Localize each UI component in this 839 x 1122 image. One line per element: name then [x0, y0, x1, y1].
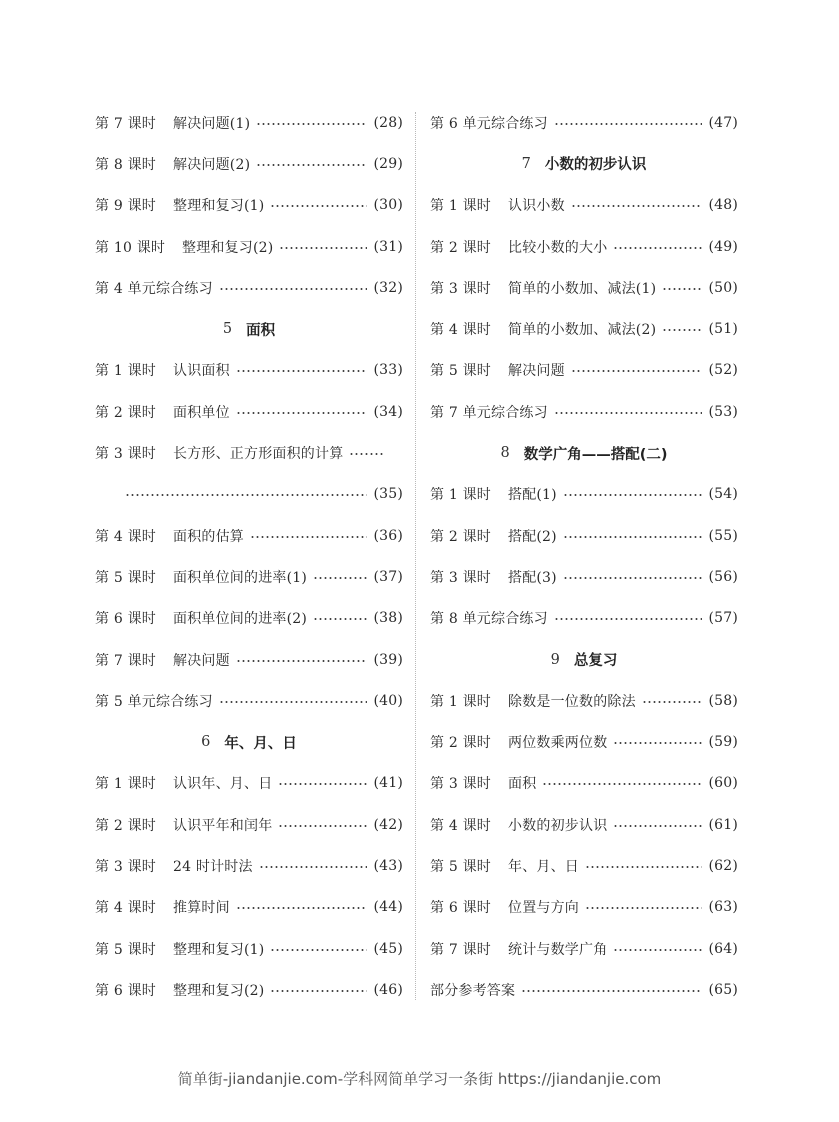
toc-entry[interactable]: [95, 763, 403, 804]
page-number: (44): [373, 899, 403, 916]
unit-number: 9: [550, 651, 560, 668]
lesson-label: 第 7 课时: [95, 652, 157, 669]
dot-leader: [219, 288, 368, 290]
page-number: (40): [373, 692, 403, 709]
toc-entry[interactable]: [430, 267, 738, 308]
entry-title: 第 4 单元综合练习: [95, 280, 213, 297]
dot-leader: [563, 494, 703, 496]
toc-entry[interactable]: [430, 474, 738, 515]
page-number: (58): [708, 692, 738, 709]
dot-leader: [613, 949, 702, 951]
dot-leader: [270, 949, 367, 951]
lesson-label: 第 5 课时: [430, 858, 492, 875]
dot-leader: [613, 825, 702, 827]
dot-leader: [613, 247, 702, 249]
page-number: (43): [373, 857, 403, 874]
unit-heading: [430, 143, 738, 184]
lesson-label: 第 5 课时: [430, 363, 492, 380]
toc-entry[interactable]: [95, 887, 403, 928]
toc-entry[interactable]: [95, 928, 403, 969]
toc-right-column: [430, 102, 738, 1011]
column-divider: [415, 112, 416, 1000]
entry-title: 解决问题: [173, 652, 230, 669]
toc-entry[interactable]: [430, 391, 738, 432]
entry-title: 解决问题(2): [173, 156, 251, 173]
toc-entry[interactable]: [95, 680, 403, 721]
page-number: (62): [708, 857, 738, 874]
page-number: (28): [373, 114, 403, 131]
entry-title: 简单的小数加、减法(1): [508, 280, 657, 297]
dot-leader: [125, 494, 367, 496]
dot-leader: [613, 742, 702, 744]
toc-left-column: [95, 102, 403, 1011]
lesson-label: 第 3 课时: [430, 776, 492, 793]
entry-title: 整理和复习(1): [173, 198, 265, 215]
lesson-label: 第 5 课时: [95, 941, 157, 958]
toc-entry[interactable]: [95, 804, 403, 845]
toc-entry[interactable]: [430, 556, 738, 597]
lesson-label: 第 1 课时: [95, 776, 157, 793]
toc-entry[interactable]: [430, 102, 738, 143]
dot-leader: [349, 453, 383, 455]
toc-entry[interactable]: [430, 887, 738, 928]
dot-leader: [542, 783, 702, 785]
toc-entry[interactable]: [430, 845, 738, 886]
lesson-label: 第 7 课时: [95, 115, 157, 132]
entry-title: 认识年、月、日: [173, 776, 273, 793]
dot-leader: [256, 123, 367, 125]
dot-leader: [270, 990, 367, 992]
entry-title: 面积单位间的进率(1): [173, 569, 308, 586]
dot-leader: [236, 660, 368, 662]
page-number: (65): [708, 981, 738, 998]
toc-entry[interactable]: [95, 969, 403, 1010]
entry-title: 第 5 单元综合练习: [95, 693, 213, 710]
dot-leader: [585, 907, 702, 909]
entry-title: 整理和复习(2): [173, 982, 265, 999]
toc-entry[interactable]: [430, 721, 738, 762]
entry-title: 两位数乘两位数: [508, 735, 608, 752]
unit-title: 总复习: [573, 653, 618, 669]
page-number: (29): [373, 155, 403, 172]
lesson-label: 第 6 课时: [430, 900, 492, 917]
page-number: (33): [373, 362, 403, 379]
unit-heading: [95, 721, 403, 762]
lesson-label: 第 4 课时: [95, 900, 157, 917]
page-number: (48): [708, 197, 738, 214]
dot-leader: [250, 536, 367, 538]
page-number: (41): [373, 775, 403, 792]
lesson-label: 第 6 课时: [95, 611, 157, 628]
page-number: (53): [708, 403, 738, 420]
page-number: (34): [373, 403, 403, 420]
entry-title: 第 7 单元综合练习: [430, 404, 548, 421]
toc-entry[interactable]: [95, 391, 403, 432]
dot-leader: [642, 701, 703, 703]
lesson-label: 第 4 课时: [95, 528, 157, 545]
toc-entry[interactable]: [430, 350, 738, 391]
toc-entry[interactable]: [430, 598, 738, 639]
footer-watermark: 简单街-jiandanjie.com-学科网简单学习一条街 https://jiandanjie.com: [177, 1070, 662, 1088]
dot-leader: [219, 701, 368, 703]
entry-title: 第 6 单元综合练习: [430, 115, 548, 132]
dot-leader: [554, 412, 703, 414]
entry-title: 搭配(3): [508, 569, 557, 586]
entry-title: 面积单位间的进率(2): [173, 611, 308, 628]
lesson-label: 第 2 课时: [95, 817, 157, 834]
entry-title: 小数的初步认识: [508, 817, 608, 834]
toc-entry[interactable]: [95, 267, 403, 308]
dot-leader: [313, 577, 367, 579]
entry-title: 24 时计时法: [173, 858, 253, 875]
entry-title: 比较小数的大小: [508, 239, 608, 256]
page-number: (36): [373, 527, 403, 544]
lesson-label: 第 3 课时: [95, 858, 157, 875]
lesson-label: 第 4 课时: [430, 322, 492, 339]
dot-leader: [236, 412, 368, 414]
unit-title: 面积: [246, 322, 276, 339]
page-number: (56): [708, 568, 738, 585]
toc-entry[interactable]: [430, 185, 738, 226]
lesson-label: 第 2 课时: [430, 528, 492, 545]
dot-leader: [270, 205, 367, 207]
entry-title: 搭配(2): [508, 528, 557, 545]
page-number: (60): [708, 775, 738, 792]
entry-title: 搭配(1): [508, 487, 557, 504]
page-number: (39): [373, 651, 403, 668]
lesson-label: 第 1 课时: [95, 363, 157, 380]
page-number: (55): [708, 527, 738, 544]
lesson-label: 第 10 课时: [95, 239, 166, 256]
toc-entry[interactable]: [430, 763, 738, 804]
page-number: (35): [373, 486, 403, 503]
unit-heading: [95, 308, 403, 349]
dot-leader: [571, 205, 703, 207]
page-number: (61): [708, 816, 738, 833]
entry-title: 认识小数: [508, 198, 565, 215]
page-number: (37): [373, 568, 403, 585]
dot-leader: [662, 329, 702, 331]
entry-title: 部分参考答案: [430, 982, 516, 999]
unit-number: 6: [201, 734, 211, 751]
entry-title: 认识平年和闰年: [173, 817, 273, 834]
unit-title: 小数的初步认识: [544, 157, 647, 174]
toc-entry[interactable]: [430, 515, 738, 556]
lesson-label: 第 9 课时: [95, 198, 157, 215]
lesson-label: 第 6 课时: [95, 982, 157, 999]
toc-entry[interactable]: [430, 680, 738, 721]
toc-entry[interactable]: [95, 639, 403, 680]
toc-entry[interactable]: [430, 969, 738, 1010]
lesson-label: 第 7 课时: [430, 941, 492, 958]
toc-entry-continuation[interactable]: [95, 474, 403, 515]
unit-number: 5: [222, 321, 233, 338]
dot-leader: [563, 577, 703, 579]
page-number: (63): [708, 899, 738, 916]
lesson-label: 第 1 课时: [430, 487, 492, 504]
entry-title: 统计与数学广角: [508, 941, 608, 958]
entry-title: 年、月、日: [508, 858, 579, 875]
dot-leader: [259, 866, 368, 868]
page-number: (38): [373, 610, 403, 627]
lesson-label: 第 2 课时: [430, 735, 492, 752]
toc-entry[interactable]: [95, 226, 403, 267]
page-number: (50): [708, 279, 738, 296]
lesson-label: 第 1 课时: [430, 693, 492, 710]
toc-entry[interactable]: [95, 556, 403, 597]
page-number: (42): [373, 816, 403, 833]
dot-leader: [585, 866, 702, 868]
page-number: (54): [708, 486, 738, 503]
page-number: (57): [708, 610, 738, 627]
page-number: (31): [373, 238, 403, 255]
toc-entry[interactable]: [430, 804, 738, 845]
entry-title: 面积单位: [173, 404, 230, 421]
entry-title: 第 8 单元综合练习: [430, 611, 548, 628]
toc-entry[interactable]: [95, 598, 403, 639]
entry-title: 位置与方向: [508, 900, 579, 917]
unit-number: 7: [521, 155, 531, 172]
page-number: (59): [708, 734, 738, 751]
page-number: (45): [373, 940, 403, 957]
entry-title: 解决问题(1): [173, 115, 251, 132]
dot-leader: [278, 783, 367, 785]
lesson-label: 第 3 课时: [95, 446, 157, 463]
toc-entry[interactable]: [95, 102, 403, 143]
entry-title: 除数是一位数的除法: [508, 693, 636, 710]
dot-leader: [278, 825, 367, 827]
entry-title: 整理和复习(1): [173, 941, 265, 958]
toc-entry[interactable]: [95, 185, 403, 226]
page-number: (64): [708, 940, 738, 957]
unit-title: 数学广角——搭配(二): [523, 446, 668, 463]
unit-title: 年、月、日: [224, 735, 297, 752]
entry-title: 长方形、正方形面积的计算: [173, 446, 344, 463]
toc-entry[interactable]: [95, 143, 403, 184]
toc-entry[interactable]: [95, 350, 403, 391]
dot-leader: [236, 370, 368, 372]
lesson-label: 第 1 课时: [430, 198, 492, 215]
dot-leader: [571, 370, 703, 372]
dot-leader: [662, 288, 702, 290]
lesson-label: 第 5 课时: [95, 569, 157, 586]
page-number: (47): [708, 114, 738, 131]
dot-leader: [313, 618, 367, 620]
lesson-label: 第 2 课时: [95, 404, 157, 421]
toc-entry[interactable]: [430, 226, 738, 267]
lesson-label: 第 2 课时: [430, 239, 492, 256]
dot-leader: [554, 618, 703, 620]
page-number: (51): [708, 321, 738, 338]
dot-leader: [236, 907, 368, 909]
dot-leader: [563, 536, 703, 538]
page-number: (52): [708, 362, 738, 379]
entry-title: 认识面积: [173, 363, 230, 380]
page-number: (46): [373, 981, 403, 998]
dot-leader: [256, 164, 367, 166]
page-number: (30): [373, 197, 403, 214]
page-number: (32): [373, 279, 403, 296]
entry-title: 面积: [508, 776, 537, 793]
toc-entry[interactable]: [430, 308, 738, 349]
toc-entry[interactable]: [95, 432, 403, 473]
lesson-label: 第 4 课时: [430, 817, 492, 834]
dot-leader: [279, 247, 367, 249]
dot-leader: [554, 123, 703, 125]
entry-title: 面积的估算: [173, 528, 244, 545]
lesson-label: 第 3 课时: [430, 280, 492, 297]
toc-entry[interactable]: [95, 845, 403, 886]
lesson-label: 第 8 课时: [95, 156, 157, 173]
page-number: (49): [708, 238, 738, 255]
lesson-label: 第 3 课时: [430, 569, 492, 586]
toc-entry[interactable]: [430, 928, 738, 969]
entry-title: 推算时间: [173, 900, 230, 917]
entry-title: 解决问题: [508, 363, 565, 380]
entry-title: 整理和复习(2): [182, 239, 274, 256]
unit-number: 8: [500, 445, 510, 462]
entry-title: 简单的小数加、减法(2): [508, 322, 657, 339]
toc-entry[interactable]: [95, 515, 403, 556]
unit-heading: [430, 639, 738, 680]
dot-leader: [521, 990, 702, 992]
unit-heading: [430, 432, 738, 473]
